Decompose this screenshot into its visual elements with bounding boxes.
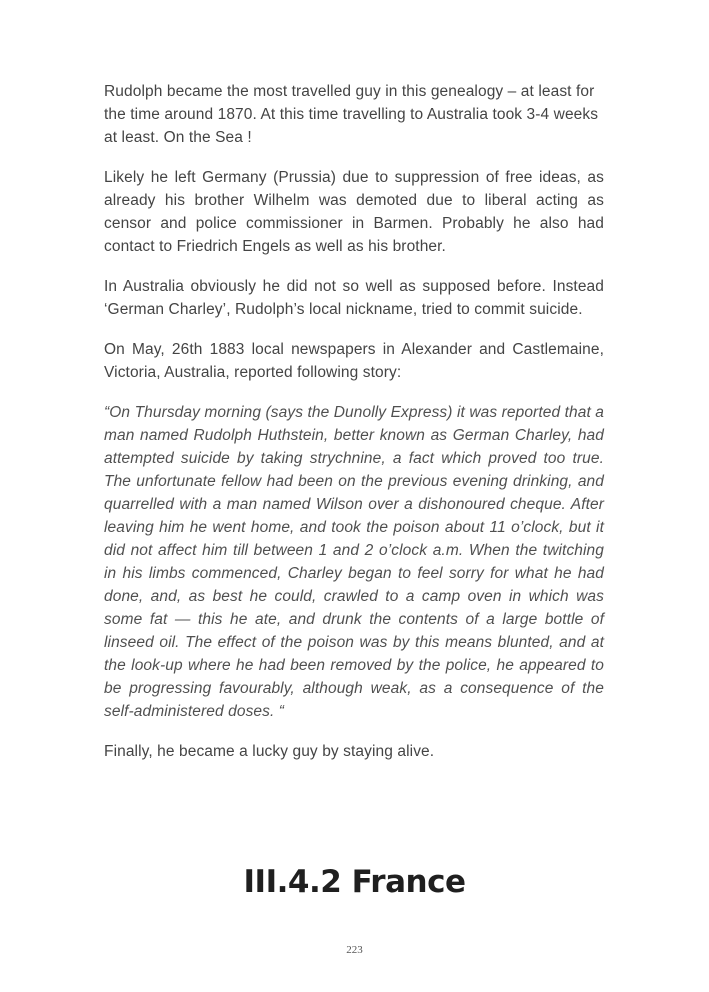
paragraph-australia: In Australia obviously he did not so well as supposed before. Instead ‘German Charley’, Rudolph’s local nickname, tried to commit suicide. — [104, 278, 604, 318]
body-text — [104, 80, 604, 780]
newspaper-quote: “On Thursday morning (says the Dunolly Express) it was reported that a man named Rudolph Huthstein, better known as German Charley, had attempted suicide by taking strychnine, a fact which proved too true. The unfortunate fellow had been on the previous evening drinking, and quarrelled with a man named Wilson over a dishonoured cheque. After leaving him he went home, and took the poison about 11 o’clock, but it did not affect him till between 1 and 2 o’clock a.m. When the twitching in his limbs commenced, Charley began to feel sorry for what he had done, and, as best he could, crawled to a camp oven in which was some fat — this he ate, and drunk the contents of a large bottle of linseed oil. The effect of the poison was by this means blunted, and at the look-up where he had been removed by the police, he appeared to be progressing favourably, although weak, as a consequence of the self-administered doses. “ — [104, 404, 604, 720]
paragraph-closing: Finally, he became a lucky guy by staying alive. — [104, 743, 435, 760]
section-heading: III.4.2 France — [243, 864, 466, 900]
paragraph-emigration: Likely he left Germany (Prussia) due to suppression of free ideas, as already his brother Wilhelm was demoted due to liberal acting as censor and police commissioner in Barmen. Probably he also had contact to Friedrich Engels as well as his brother. — [104, 169, 604, 255]
page-number: 223 — [346, 944, 363, 956]
paragraph-travel: Rudolph became the most travelled guy in this genealogy – at least for the time around 1870. At this time travelling to Australia took 3-4 weeks at least. On the Sea ! — [104, 83, 599, 146]
paragraph-newspapers: On May, 26th 1883 local newspapers in Alexander and Castlemaine, Victoria, Australia, reported following story: — [104, 341, 604, 381]
